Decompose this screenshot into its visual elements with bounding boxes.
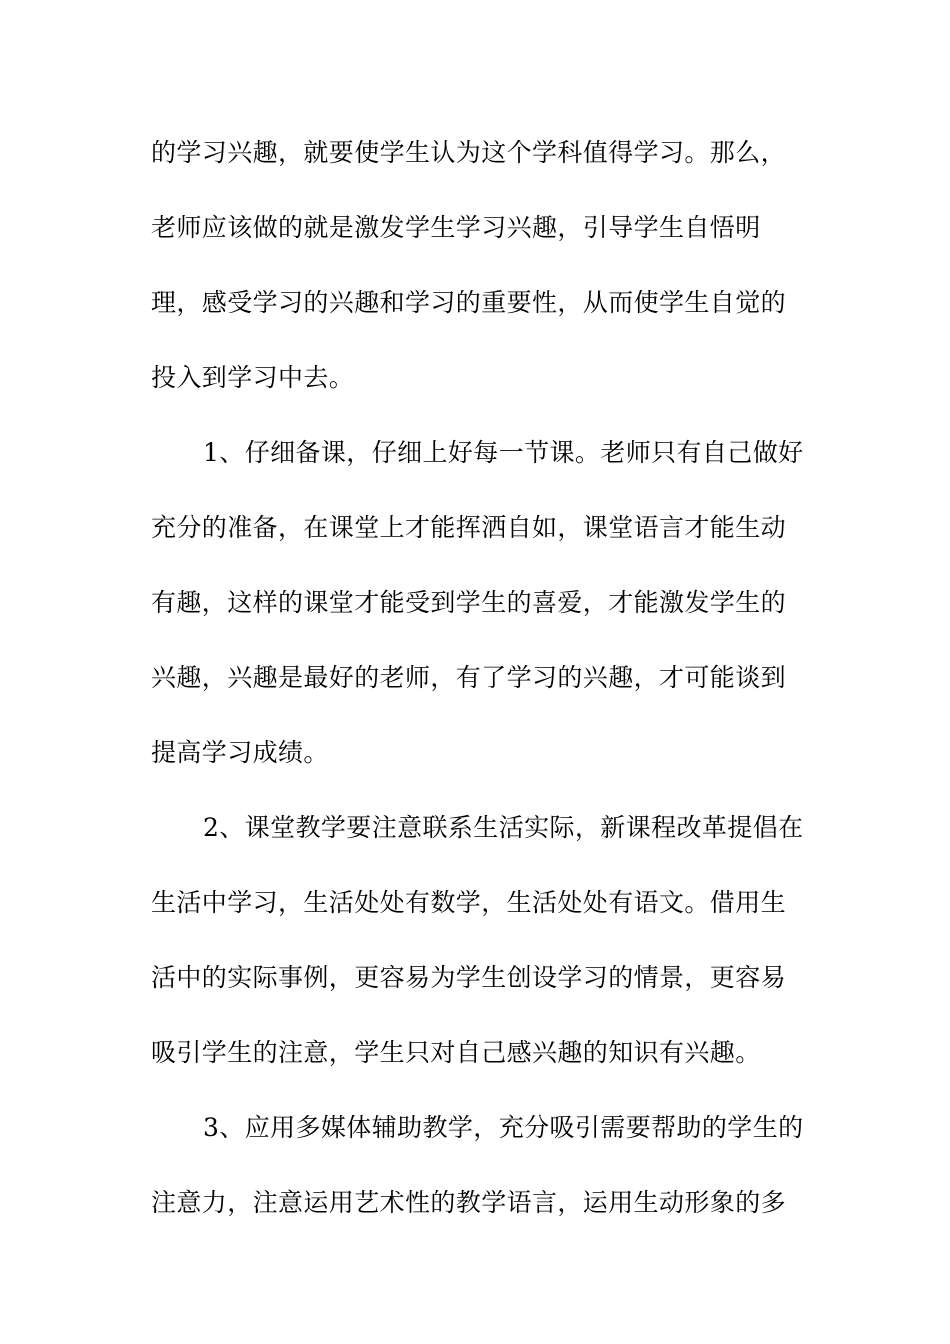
text-line: 提高学习成绩。 (151, 738, 329, 767)
paragraph-1-first-line: 1、仔细备课，仔细上好每一节课。老师只有自己做好 (203, 438, 804, 467)
paragraph-2-first-line: 2、课堂教学要注意联系生活实际，新课程改革提倡在 (203, 813, 804, 842)
text-line: 老师应该做的就是激发学生学习兴趣，引导学生自悟明 (151, 213, 761, 242)
text-line: 吸引学生的注意，学生只对自己感兴趣的知识有兴趣。 (151, 1038, 761, 1067)
text-line: 投入到学习中去。 (151, 363, 355, 392)
text-line: 兴趣，兴趣是最好的老师，有了学习的兴趣，才可能谈到 (151, 663, 787, 692)
document-body (151, 128, 811, 1253)
text-line: 理，感受学习的兴趣和学习的重要性，从而使学生自觉的 (151, 288, 787, 317)
text-line: 活中的实际事例，更容易为学生创设学习的情景，更容易 (151, 963, 787, 992)
text-line: 充分的准备，在课堂上才能挥洒自如，课堂语言才能生动 (151, 513, 787, 542)
text-line: 生活中学习，生活处处有数学，生活处处有语文。借用生 (151, 888, 787, 917)
text-line: 注意力，注意运用艺术性的教学语言，运用生动形象的多 (151, 1188, 787, 1217)
text-line: 有趣，这样的课堂才能受到学生的喜爱，才能激发学生的 (151, 588, 787, 617)
paragraph-3-first-line: 3、应用多媒体辅助教学，充分吸引需要帮助的学生的 (203, 1113, 804, 1142)
text-line: 的学习兴趣，就要使学生认为这个学科值得学习。那么， (151, 138, 787, 167)
